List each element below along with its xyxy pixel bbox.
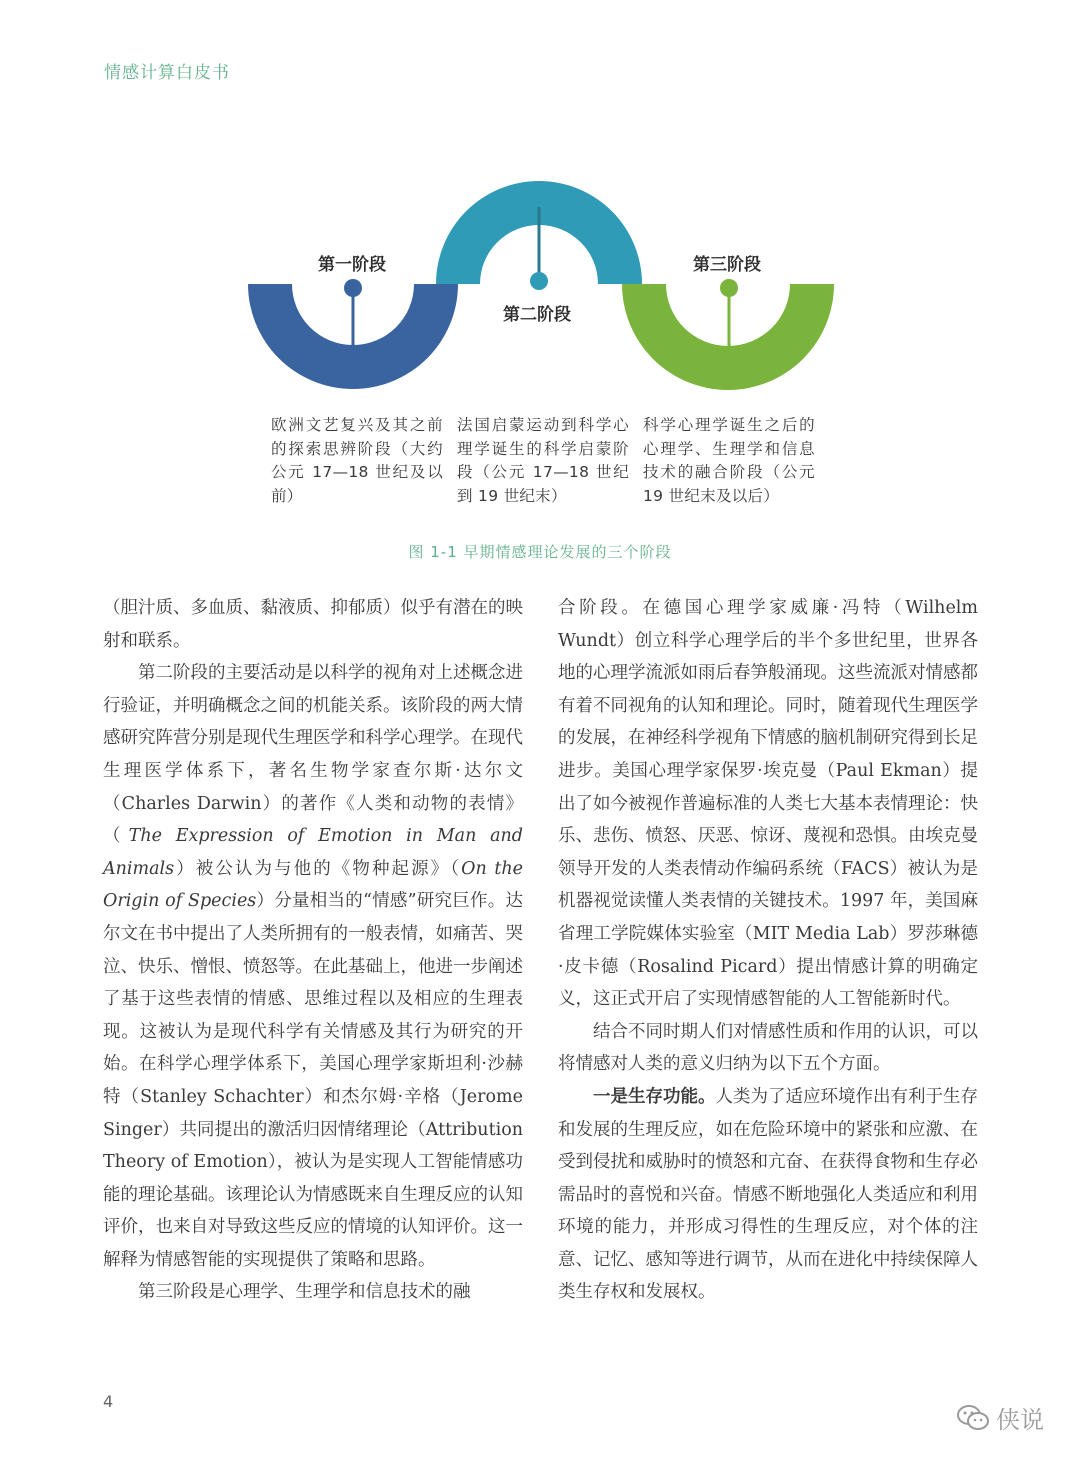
stage2-title: 第二阶段 <box>503 305 571 325</box>
stage1-description: 欧洲文艺复兴及其之前的探索思辨阶段（大约公元 17—18 世纪及以前） <box>271 416 443 505</box>
paragraph: 第三阶段是心理学、生理学和信息技术的融 <box>138 1282 471 1303</box>
watermark <box>956 1400 1044 1435</box>
stage2-description: 法国启蒙运动到科学心理学诞生的科学启蒙阶段（公元 17—18 世纪到 19 世纪末） <box>457 416 629 505</box>
book-title: On the Origin of Species <box>103 858 524 912</box>
figure-caption: 图 1-1 早期情感理论发展的三个阶段 <box>408 543 672 561</box>
right-column <box>558 592 978 1309</box>
header-title: 情感计算白皮书 <box>104 63 230 83</box>
left-column <box>103 592 523 1309</box>
stage1-title: 第一阶段 <box>318 255 386 275</box>
stage3-description: 科学心理学诞生之后的心理学、生理学和信息技术的融合阶段（公元 19 世纪末及以后） <box>643 416 815 505</box>
paragraph: 合阶段。在德国心理学家威廉·冯特（Wilhelm Wundt）创立科学心理学后的半个多世纪里，世界各地的心理学流派如雨后春笋般涌现。这些流派对情感都有着不同视角的认知和理论。同时，随着现代生理医学的发展，在神经科学视角下情感的脑机制研究得到长足进步。美国心理学家保罗·埃克曼（Paul Ekman）提出了如今被视作普遍标准的人类七大基本表情理论：快乐、悲伤、愤怒、厌恶、惊讶、蔑视和恐惧。由埃克曼领导开发的人类表情动作编码系统（FACS）被认为是机器视觉读懂人类表情的关键技术。1997 年，美国麻省理工学院媒体实验室（MIT Media Lab）罗莎琳德·皮卡德（Rosalind Picard）提出情感计算的明确定义，这正式开启了实现情感智能的人工智能新时代。 <box>558 598 978 1010</box>
paragraph: 第二阶段的主要活动是以科学的视角对上述概念进行验证，并明确概念之间的机能关系。该阶段的两大情感研究阵营分别是现代生理医学和科学心理学。在现代生理医学体系下，著名生物学家查尔斯·达尔文（Charles Darwin）的著作《人类和动物的表情》（The Expression of Emotion in Man and Animals）被公认为与他的《物种起源》（On the Origin of Species）分量相当的“情感”研究巨作。达尔文在书中提出了人类所拥有的一般表情，如痛苦、哭泣、快乐、憎恨、愤怒等。在此基础上，他进一步阐述了基于这些表情的情感、思维过程以及相应的生理表现。这被认为是现代科学有关情感及其行为研究的开始。在科学心理学体系下，美国心理学家斯坦利·沙赫特（Stanley Schachter）和杰尔姆·辛格（Jerome Singer）共同提出的激活归因情绪理论（Attribution Theory of Emotion），被认为是实现人工智能情感功能的理论基础。该理论认为情感既来自生理反应的认知评价，也来自对导致这些反应的情境的认知评价。这一解释为情感智能的实现提供了策略和思路。 <box>103 663 524 1270</box>
book-title: The Expression of Emotion in Man and Animals <box>103 826 523 879</box>
paragraph: 一是生存功能。人类为了适应环境作出有利于生存和发展的生理反应，如在危险环境中的紧张和应激、在受到侵扰和威胁时的愤怒和亢奋、在获得食物和生存必需品时的喜悦和兴奋。情感不断地强化人类适应和利用环境的能力，并形成习得性的生理反应，对个体的注意、记忆、感知等进行调节，从而在进化中持续保障人类生存权和发展权。 <box>558 1086 978 1303</box>
bold-lead: 一是生存功能。 <box>593 1086 716 1107</box>
paragraph: （胆汁质、多血质、黏液质、抑郁质）似乎有潜在的映射和联系。 <box>103 598 523 651</box>
paragraph: 结合不同时期人们对情感性质和作用的认识，可以将情感对人类的意义归纳为以下五个方面。 <box>558 1021 978 1075</box>
wechat-icon <box>956 1404 990 1432</box>
watermark-text: 侠说 <box>996 1406 1044 1434</box>
page-number: 4 <box>103 1392 114 1411</box>
stage3-title: 第三阶段 <box>693 255 761 275</box>
